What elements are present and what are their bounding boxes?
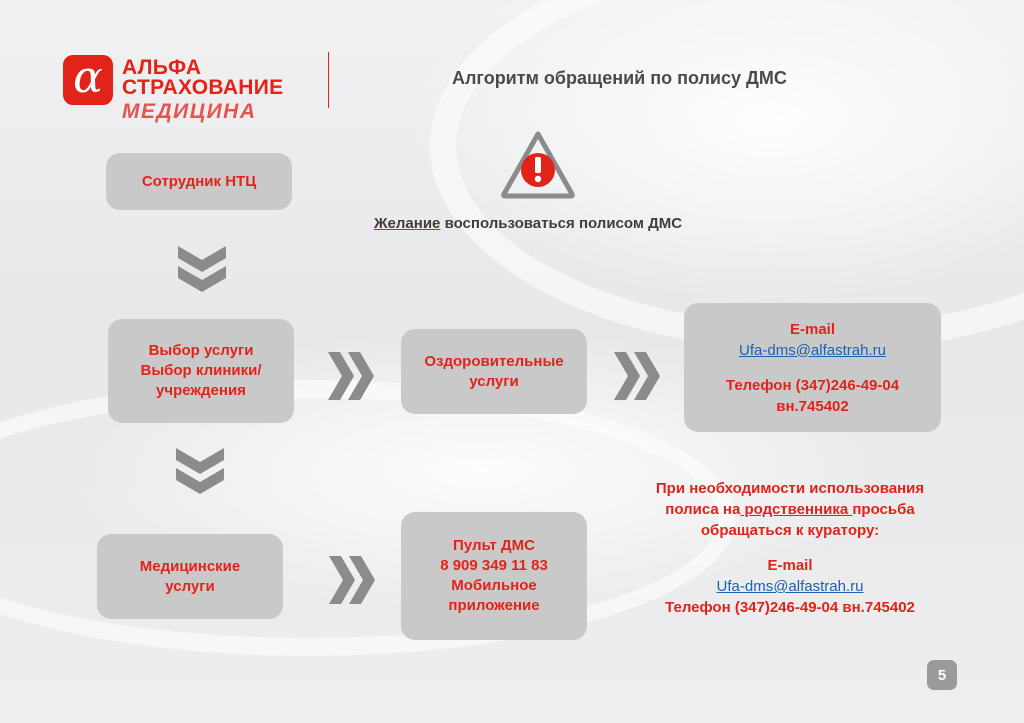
logo-line-3: МЕДИЦИНА [122,100,257,123]
note-phone: Телефон (347)246-49-04 вн.745402 [665,599,915,616]
page-title: Алгоритм обращений по полису ДМС [452,68,787,88]
employee-box [106,153,292,210]
warning-icon [500,130,576,200]
note-underlined: родственника [740,501,853,518]
logo-line-2: СТРАХОВАНИЕ [122,76,284,99]
chevron-down-icon [174,444,226,496]
employee-label: Сотрудник НТЦ [141,172,257,190]
contact-box [684,303,941,432]
wish-text [374,215,682,232]
pult-line-2: 8 909 349 11 83 [440,557,548,574]
wish-rest: воспользоваться полисом ДМС [440,215,683,232]
chevron-right-icon [324,350,376,402]
header-divider [328,52,329,108]
pult-line-4: приложение [448,597,540,614]
note-line-2-post: просьба [852,501,915,518]
pult-line-1: Пульт ДМС [453,537,535,554]
note-line-2-pre: полиса на [665,501,741,518]
logo-text [122,58,283,98]
medical-line-1: Медицинские [139,557,241,575]
wellness-box [401,329,587,414]
note-line-2 [640,499,940,520]
wellness-line-1: Оздоровительные [424,352,564,370]
spacer [640,541,940,555]
logo-line-1: АЛЬФА [122,56,202,79]
note-line-1: При необходимости использования [655,480,925,497]
note-line-3: обращаться к куратору: [700,522,880,539]
choice-line-2: Выбор клиники/ [140,362,262,379]
contact-email-label: E-mail [789,320,835,338]
chevron-right-icon [610,350,662,402]
chevron-right-icon [325,554,377,606]
choice-box [108,319,294,423]
medical-box [97,534,283,619]
medical-line-2: услуги [165,577,215,595]
pult-box [401,512,587,640]
pult-line-3: Мобильное [451,577,537,594]
choice-line-3: учреждения [156,382,246,399]
choice-line-1: Выбор услуги [148,342,254,359]
contact-ext: вн.745402 [776,397,849,415]
logo-alpha-icon: α [63,55,113,105]
wish-underlined: Желание [374,215,441,232]
note-email-label: E-mail [767,557,813,574]
page-number: 5 [927,660,957,690]
contact-email-link[interactable]: Ufa-dms@alfastrah.ru [739,341,886,359]
relative-note [640,478,940,618]
note-email-link[interactable]: Ufa-dms@alfastrah.ru [716,578,864,595]
chevron-down-icon [176,242,228,294]
wellness-line-2: услуги [469,372,519,390]
contact-phone: Телефон (347)246-49-04 [725,376,900,394]
